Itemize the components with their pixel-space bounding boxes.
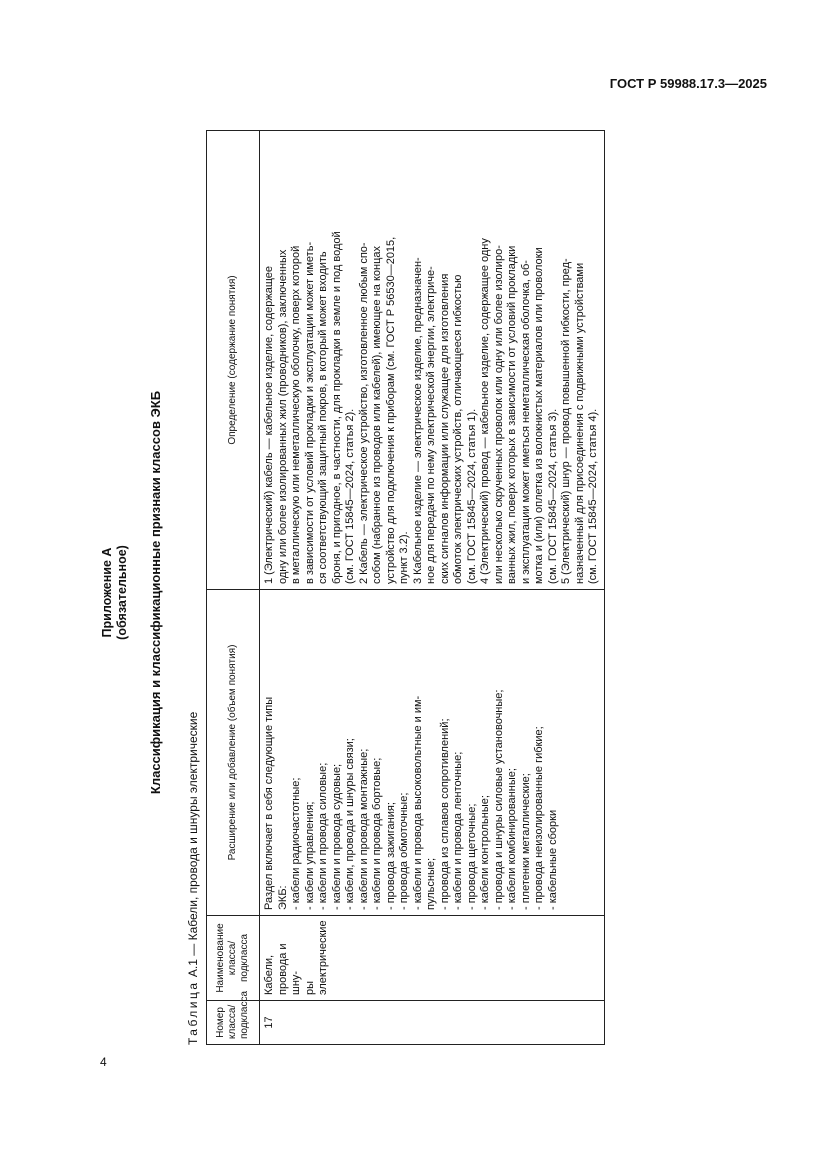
gost-header: ГОСТ Р 59988.17.3—2025 [609, 76, 767, 91]
definition-line: ванных жил, поверх которых в зависимости от условий прокладки [506, 245, 518, 584]
extension-line: - кабели и провода монтажные; [357, 748, 370, 910]
header-class-name: Наименование класса/ подкласса [207, 916, 260, 1001]
extension-line: - провода зажигания; [384, 802, 397, 910]
definition-line: (см. ГОСТ 15845—2024, статья 2). [344, 408, 356, 584]
definition-line: и эксплуатации может иметься неметаллическая оболочка, об- [519, 260, 532, 584]
definition-line: одну или более изолированных жил (проводников), заключенных [276, 249, 289, 584]
table-caption [186, 712, 200, 1045]
class-name-line: ры электрические [303, 920, 329, 995]
extension-line: - кабели комбинированные; [506, 768, 518, 910]
definition-line: 2 Кабель — электрическое устройство, изготовленное любым спо- [357, 242, 370, 584]
appendix-title [100, 130, 130, 1055]
definition-line: собом (набранное из проводов или кабелей), имеющее на концах [371, 246, 383, 584]
table-row [260, 131, 605, 1045]
definition-line: броня, и пригодное, в частности, для прокладки в земле и под водой [330, 231, 343, 584]
extension-line: - провода неизолированные гибкие; [533, 726, 545, 910]
definition-line: ся соответствующий защитный покров, в который может входить [317, 251, 329, 584]
extension-line: - кабели и провода бортовые; [371, 757, 383, 910]
cell-extension [260, 590, 605, 916]
header-definition: Определение (содержание понятия) [207, 131, 260, 590]
appendix-status: (обязательное) [115, 545, 129, 640]
cell-class-name [260, 916, 605, 1001]
header-extension: Расширение или добавление (объем понятия) [207, 590, 260, 916]
page-number: 4 [100, 1055, 107, 1069]
definition-line: устройство для подключения к приборам (см. ГОСТ Р 56530—2015, [384, 236, 397, 584]
extension-line: - кабели управления; [303, 801, 316, 910]
extension-line: ЭКБ: [276, 885, 289, 910]
extension-line: - провода щеточные; [465, 803, 478, 910]
extension-line: - провода обмоточные; [398, 792, 410, 910]
definition-line: (см. ГОСТ 15845—2024, статья 3). [546, 408, 559, 584]
extension-line: - кабельные сборки [546, 809, 559, 910]
definition-line: пункт 3.2). [398, 531, 410, 584]
extension-line: - кабели и провода силовые; [317, 762, 329, 910]
section-title: Классификация и классификационные признаки классов ЭКБ [148, 390, 163, 795]
extension-line: - кабели и провода ленточные; [452, 751, 464, 910]
table-caption-text: А.1 — Кабели, провода и шнуры электрические [186, 711, 200, 978]
class-name-line: Кабели, провода и шну- [263, 943, 302, 995]
classification-table [206, 130, 605, 1045]
definition-line: или несколько скрученных проволок или одну или более изолиро- [492, 245, 505, 584]
definition-line: (см. ГОСТ 15845—2024, статья 4). [587, 408, 599, 584]
extension-line: пульсные; [425, 857, 437, 910]
definition-line: 5 (Электрический) шнур — провод повышенной гибкости, пред- [560, 258, 572, 584]
cell-definition [260, 131, 605, 590]
extension-line: - кабели радиочастотные; [290, 777, 302, 910]
definition-line: 1 (Электрический) кабель — кабельное изделие, содержащее [263, 265, 275, 584]
definition-line: ских сигналов информации или служащее для изготовления [438, 273, 451, 584]
extension-line: Раздел включает в себя следующие типы [263, 696, 275, 910]
table-caption-prefix: Таблица [186, 980, 200, 1045]
definition-line: 4 (Электрический) провод — кабельное изделие, содержащее одну [479, 238, 491, 584]
definition-line: обмоток электрических устройств, отличающееся гибкостью [452, 274, 464, 584]
definition-line: в металлическую или неметаллическую оболочку, поверх которой [290, 245, 302, 584]
definition-line: (см. ГОСТ 15845—2024, статья 1). [465, 408, 478, 584]
definition-line: в зависимости от условий прокладки и эксплуатации может иметь- [303, 241, 316, 584]
cell-class-number: 17 [260, 1001, 605, 1045]
extension-line: - плетенки металлические; [519, 773, 532, 910]
extension-line: - кабели контрольные; [479, 795, 491, 910]
definition-line: 3 Кабельное изделие — электрическое изделие, предназначен- [411, 257, 424, 584]
definition-line: назначенный для присоединения с подвижными устройствами [573, 262, 586, 584]
extension-line: - кабели, провода и шнуры связи; [344, 738, 356, 910]
appendix-label: Приложение А [100, 547, 114, 638]
extension-line: - кабели и провода высоковольтные и им- [411, 695, 424, 910]
table-header-row [207, 131, 260, 1045]
extension-line: - провода и шнуры силовые установочные; [492, 689, 505, 910]
definition-line: ное для передачи по нему электрической энергии, электриче- [425, 266, 437, 584]
extension-line: - провода из сплавов сопротивлений; [438, 718, 451, 910]
extension-line: - кабели и провода судовые; [330, 763, 343, 910]
header-class-number: Номер класса/ подкласса [207, 1001, 260, 1045]
rotated-content [100, 130, 635, 1055]
definition-line: мотка и (или) оплетка из волокнистых материалов или проволоки [533, 247, 545, 584]
